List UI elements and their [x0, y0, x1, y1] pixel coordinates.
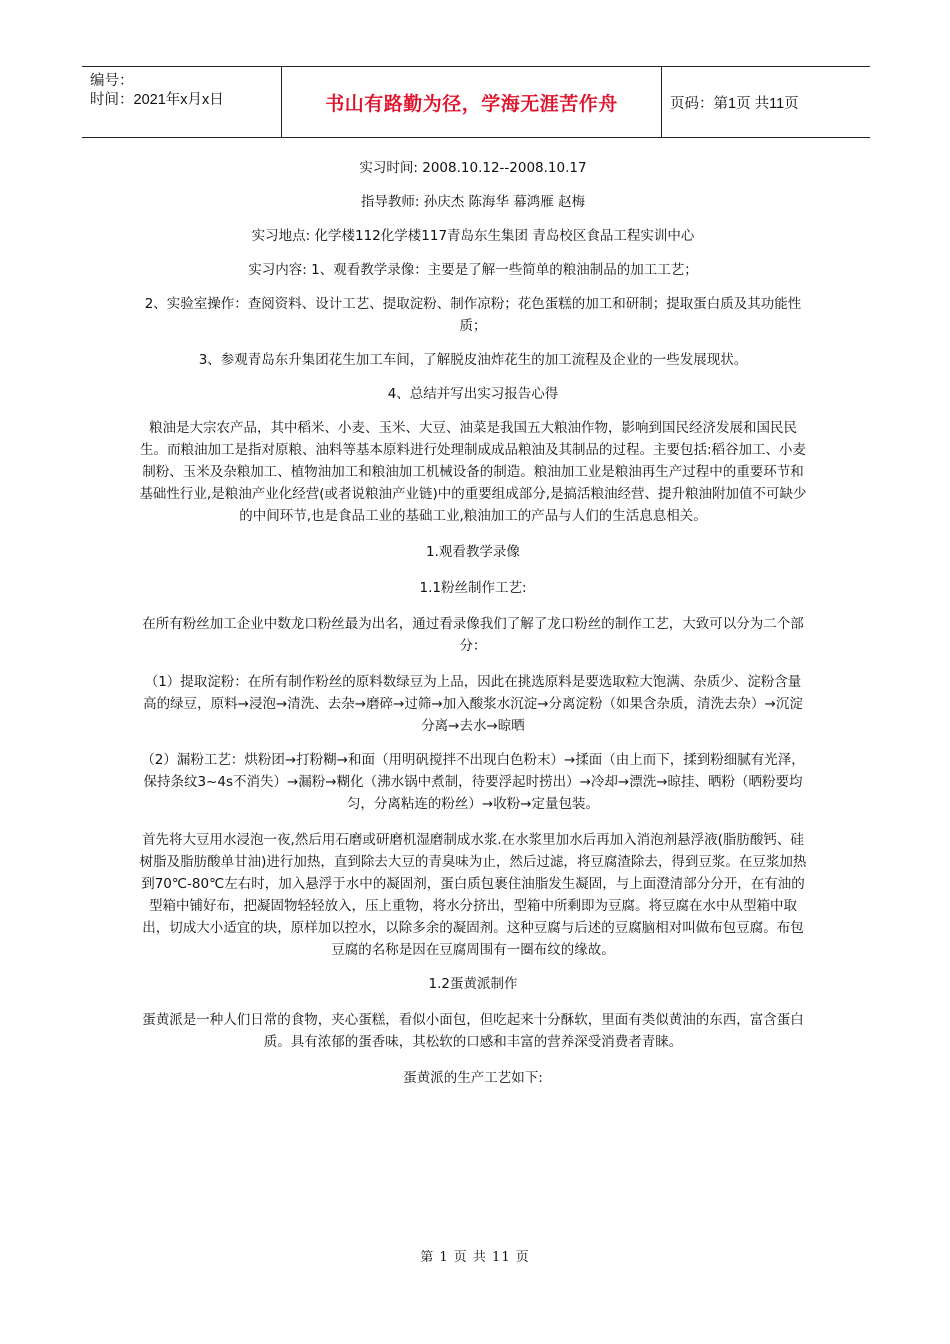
document-number-label: 编号：	[90, 73, 134, 89]
internship-location: 实习地点: 化学楼112化学楼117青岛东生集团 青岛校区食品工程实训中心	[251, 228, 695, 244]
vermicelli-intro: 在所有粉丝加工企业中数龙口粉丝最为出名，通过看录像我们了解了龙口粉丝的制作工艺，大致可以分为二个部分：	[142, 616, 804, 654]
section-heading-1-1: 1.1粉丝制作工艺:	[419, 580, 527, 596]
supervisors: 指导教师: 孙庆杰 陈海华 幕鸿雁 赵梅	[360, 194, 586, 210]
egg-pie-intro: 蛋黄派是一种人们日常的食物，夹心蛋糕，看似小面包，但吃起来十分酥软，里面有类似黄油的东西，富含蛋白质。具有浓郁的蛋香味，其松软的口感和丰富的营养深受消费者青睐。	[142, 1012, 804, 1050]
document-body	[138, 157, 808, 1089]
section-heading-1: 1.观看教学录像	[426, 544, 520, 560]
document-date-label: 时间：2021年x月x日	[90, 92, 224, 108]
page-header	[82, 66, 870, 138]
internship-content-3: 3、参观青岛东升集团花生加工车间，了解脱皮油炸花生的加工流程及企业的一些发展现状。	[198, 352, 748, 368]
internship-content-1: 实习内容: 1、观看教学录像：主要是了解一些简单的粮油制品的加工工艺；	[248, 262, 698, 278]
page-footer: 第 1 页 共 11 页	[420, 1250, 530, 1265]
starch-extraction: （1）提取淀粉：在所有制作粉丝的原料数绿豆为上品，因此在挑选原料是要选取粒大饱满、杂质少、淀粉含量高的绿豆，原料→浸泡→清洗、去杂→磨碎→过筛→加入酸浆水沉淀→分离淀粉（如果含杂质，清洗去杂）→沉淀分离→去水→晾晒	[143, 674, 803, 734]
tofu-paragraph: 首先将大豆用水浸泡一夜,然后用石磨或研磨机湿磨制成水浆.在水浆里加水后再加入消泡剂悬浮液(脂肪酸钙、硅树脂及脂肪酸单甘油)进行加热，直到除去大豆的青臭味为止，然后过滤，将豆腐渣除去，得到豆浆。在豆浆加热到70℃-80℃左右时，加入悬浮于水中的凝固剂，蛋白质包裹住油脂发生凝固，与上面澄清部分分开，在有油的型箱中铺好布，把凝固物轻轻放入，压上重物，将水分挤出，型箱中所剩即为豆腐。将豆腐在水中从型箱中取出，切成大小适宜的块，原样加以控水，以除多余的凝固剂。这种豆腐与后述的豆腐脑相对叫做布包豆腐。布包豆腐的名称是因在豆腐周围有一圈布纹的缘故。	[139, 832, 807, 958]
vermicelli-process: （2）漏粉工艺：烘粉团→打粉糊→和面（用明矾搅拌不出现白色粉末）→揉面（由上而下，揉到粉细腻有光泽，保持条纹3~4s不消失）→漏粉→糊化（沸水锅中煮制，待要浮起时捞出）→冷却→漂洗→晾挂、晒粉（晒粉要均匀，分离粘连的粉丝）→收粉→定量包装。	[141, 752, 805, 812]
internship-content-4: 4、总结并写出实习报告心得	[387, 386, 559, 402]
header-motto: 书山有路勤为径，学海无涯苦作舟	[282, 67, 662, 137]
header-meta	[82, 67, 282, 137]
internship-content-2: 2、实验室操作：查阅资料、设计工艺、提取淀粉、制作凉粉；花色蛋糕的加工和研制；提取蛋白质及其功能性质；	[144, 296, 802, 334]
internship-time: 实习时间: 2008.10.12--2008.10.17	[359, 160, 587, 176]
header-page-label: 页码：第1页 共11页	[670, 95, 799, 112]
egg-pie-process-heading: 蛋黄派的生产工艺如下:	[403, 1070, 543, 1086]
intro-paragraph: 粮油是大宗农产品，其中稻米、小麦、玉米、大豆、油菜是我国五大粮油作物，影响到国民经济发展和国民民生。而粮油加工是指对原粮、油料等基本原料进行处理制成成品粮油及其制品的过程。主要包括:稻谷加工、小麦制粉、玉米及杂粮加工、植物油加工和粮油加工机械设备的制造。粮油加工业是粮油再生产过程中的重要环节和基础性行业,是粮油产业化经营(或者说粮油产业链)中的重要组成部分,是搞活粮油经营、提升粮油附加值不可缺少的中间环节,也是食品工业的基础工业,粮油加工的产品与人们的生活息息相关。	[139, 420, 807, 524]
section-heading-1-2: 1.2蛋黄派制作	[428, 976, 518, 992]
